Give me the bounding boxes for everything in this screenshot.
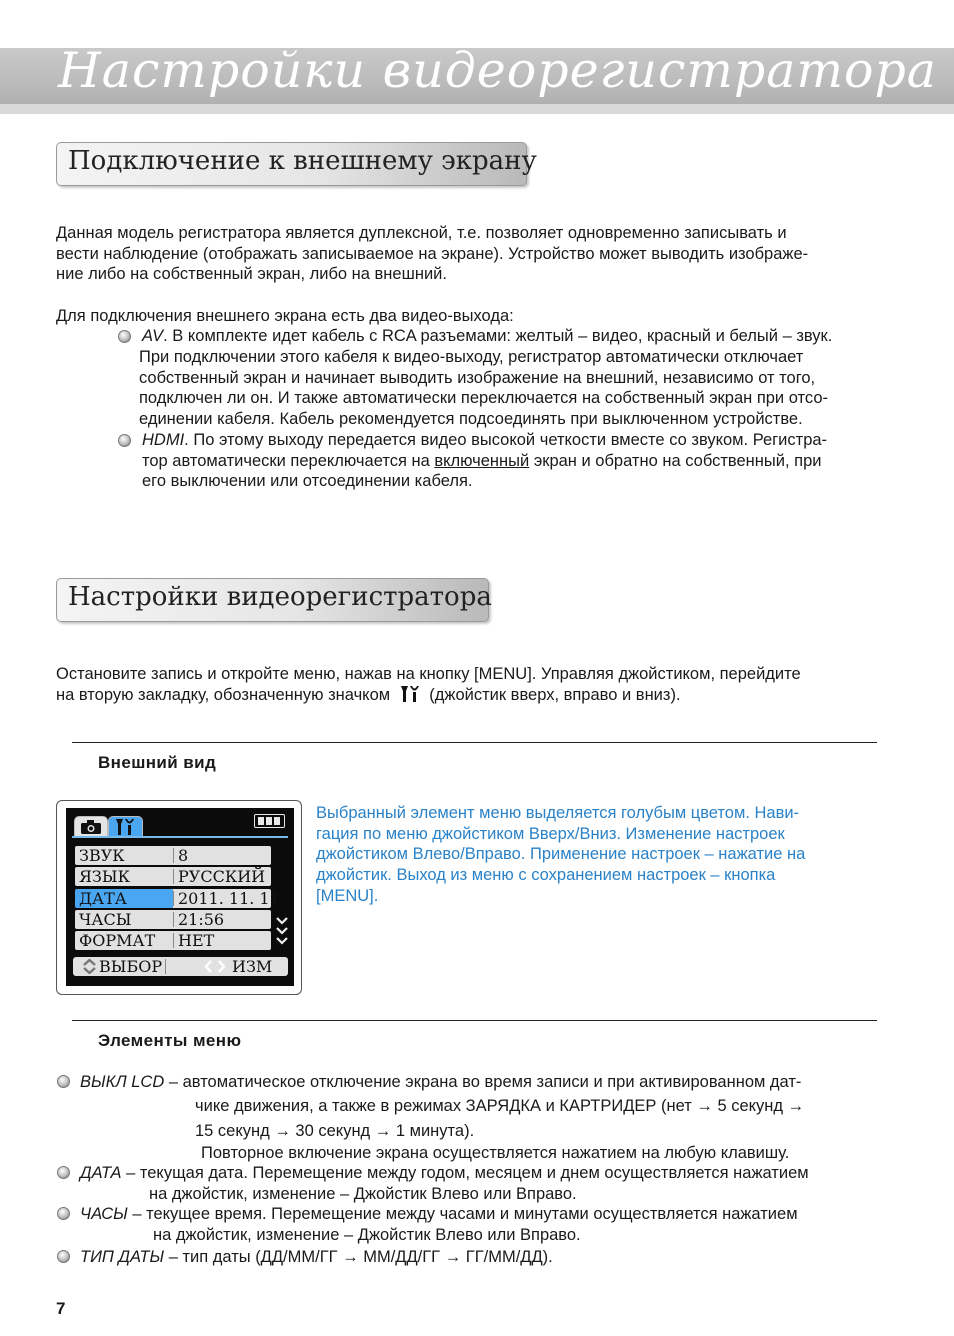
- av-line: При подключении этого кабеля к видео-выходу, регистратор автоматически отключает: [139, 348, 804, 366]
- menu-row-date-selected[interactable]: [75, 889, 280, 908]
- screen-bottom-bar: [73, 957, 288, 976]
- date-type-item: [80, 1247, 553, 1268]
- bullet-icon: [57, 1166, 70, 1179]
- menu-row-label: ДАТА: [79, 889, 127, 908]
- settings-tools-icon: [400, 685, 422, 703]
- date-type-term: ТИП ДАТЫ: [80, 1248, 165, 1266]
- menu-row-value: 2011. 11. 11: [178, 889, 280, 908]
- change-label: ИЗМ: [232, 957, 273, 976]
- menu-row-value: РУССКИЙ: [178, 867, 266, 886]
- lcd-item: [80, 1072, 801, 1093]
- intro-paragraph: [56, 223, 808, 285]
- underlined-word: включенный: [434, 451, 530, 470]
- menu-row-value: 21:56: [178, 910, 225, 929]
- menu-items-heading: Элементы меню: [98, 1031, 242, 1050]
- section-header-external-screen: [56, 142, 537, 186]
- menu-row-label: ФОРМАТ: [79, 931, 156, 950]
- date-term: ДАТА: [80, 1164, 122, 1182]
- lcd-line: Повторное включение экрана осуществляется нажатием на любую клавишу.: [201, 1144, 790, 1162]
- intro-line: Данная модель регистратора является дуплексной, т.е. позволяет одновременно записывать и: [56, 224, 787, 242]
- hdmi-paragraph: [142, 430, 827, 492]
- clock-term: ЧАСЫ: [80, 1205, 128, 1223]
- up-down-arrows-icon: [83, 959, 96, 974]
- lcd-line: чике движения, а также в режимах ЗАРЯДКА и КАРТРИДЕР (нет → 5 секунд →: [195, 1097, 805, 1115]
- av-line: подключен ли он. И также автоматически переключается на собственный экран при отсо-: [139, 389, 829, 408]
- section-header-recorder-settings: [56, 578, 492, 622]
- settings-intro-line: (джойстик вверх, вправо и вниз).: [429, 685, 681, 704]
- menu-row-label: ЯЗЫК: [79, 867, 131, 886]
- menu-row-label: ЧАСЫ: [79, 910, 132, 929]
- section-header-label: Настройки видеорегистратора: [68, 582, 492, 612]
- menu-row-sound[interactable]: [75, 846, 271, 865]
- page-number: 7: [56, 1299, 66, 1318]
- date-item: [80, 1163, 809, 1184]
- bullet-icon: [118, 330, 131, 343]
- hdmi-line: . По этому выходу передается видео высокой четкости вместе со звуком. Регистра-: [184, 431, 828, 449]
- title-band-underline: [0, 104, 954, 114]
- left-right-arrows-icon: [204, 960, 226, 973]
- intro-line: вести наблюдение (отображать записываемое на экране). Устройство может выводить изображе-: [56, 244, 809, 263]
- menu-row-value: 8: [178, 846, 189, 865]
- clock-line: на джойстик, изменение – Джойстик Влево или Вправо.: [153, 1226, 581, 1244]
- description-line: Выбранный элемент меню выделяется голубым цветом. Нави-: [316, 804, 800, 822]
- av-line: . В комплекте идет кабель с RCA разъемами: желтый – видео, красный и белый – звук.: [163, 327, 833, 345]
- intro-line: ние либо на собственный экран, либо на внешний.: [56, 265, 447, 284]
- description-line: джойстик. Выход из меню с сохранением настроек – кнопка: [316, 866, 776, 885]
- bullet-icon: [57, 1075, 70, 1088]
- hdmi-line: его выключении или отсоединении кабеля.: [142, 472, 473, 491]
- page-title: Настройки видеорегистратора: [58, 42, 938, 99]
- lcd-line: 15 секунд → 30 секунд → 1 минута).: [195, 1122, 475, 1140]
- battery-icon: [254, 814, 285, 828]
- av-continuation: [139, 347, 828, 430]
- hdmi-line: тор автоматически переключается на: [142, 451, 435, 470]
- divider: [72, 742, 877, 743]
- appearance-description: [316, 803, 805, 907]
- date-type-line: – тип даты (ДД/ММ/ГГ → ММ/ДД/ГГ → ГГ/ММ/ДД).: [164, 1248, 553, 1266]
- menu-row-value: НЕТ: [178, 931, 215, 950]
- lcd-line: – автоматическое отключение экрана во время записи и при активированном дат-: [164, 1073, 802, 1091]
- scroll-down-chevrons-icon[interactable]: [276, 916, 288, 952]
- av-line: собственный экран и начинает выводить изображение на внешний, независимо от того,: [139, 368, 816, 387]
- bullet-icon: [118, 434, 131, 447]
- description-line: гация по меню джойстиком Вверх/Вниз. Изменение настроек: [316, 824, 785, 843]
- tab-camera[interactable]: [74, 816, 108, 837]
- date-line: на джойстик, изменение – Джойстик Влево или Вправо.: [149, 1185, 577, 1203]
- menu-row-format[interactable]: [75, 931, 271, 950]
- outputs-intro: Для подключения внешнего экрана есть два видео-выхода:: [56, 307, 514, 325]
- tools-icon: [115, 818, 137, 836]
- clock-item: [80, 1204, 798, 1225]
- camera-icon: [80, 820, 102, 834]
- lcd-term: ВЫКЛ LCD: [80, 1073, 165, 1091]
- bullet-icon: [57, 1250, 70, 1263]
- settings-intro-line: Остановите запись и откройте меню, нажав на кнопку [MENU]. Управляя джойстиком, перейдите: [56, 665, 801, 683]
- menu-row-label: ЗВУК: [79, 846, 125, 865]
- tab-settings[interactable]: [108, 816, 143, 837]
- hdmi-line: экран и обратно на собственный, при: [529, 451, 822, 470]
- menu-row-clock[interactable]: [75, 910, 271, 929]
- clock-line: – текущее время. Перемещение между часами и минутами осуществляется нажатием: [127, 1205, 798, 1223]
- menu-row-language[interactable]: [75, 867, 271, 886]
- av-paragraph: [142, 326, 832, 347]
- section-header-label: Подключение к внешнему экрану: [68, 146, 537, 176]
- date-line: – текущая дата. Перемещение между годом, месяцем и днем осуществляется нажатием: [121, 1164, 809, 1182]
- bullet-icon: [57, 1207, 70, 1220]
- appearance-heading: Внешний вид: [98, 753, 217, 772]
- settings-intro: [56, 664, 801, 705]
- hdmi-term: HDMI: [142, 431, 185, 449]
- select-label: ВЫБОР: [99, 957, 163, 976]
- settings-intro-line: на вторую закладку, обозначенную значком: [56, 685, 391, 704]
- description-line: джойстиком Влево/Вправо. Применение настроек – нажатие на: [316, 845, 806, 864]
- description-line: [MENU].: [316, 886, 379, 905]
- tab-underline: [72, 836, 288, 838]
- divider: [72, 1020, 877, 1021]
- av-line: единении кабеля. Кабель рекомендуется подсоединять при выключенном устройстве.: [139, 410, 803, 429]
- av-term: AV: [142, 327, 164, 345]
